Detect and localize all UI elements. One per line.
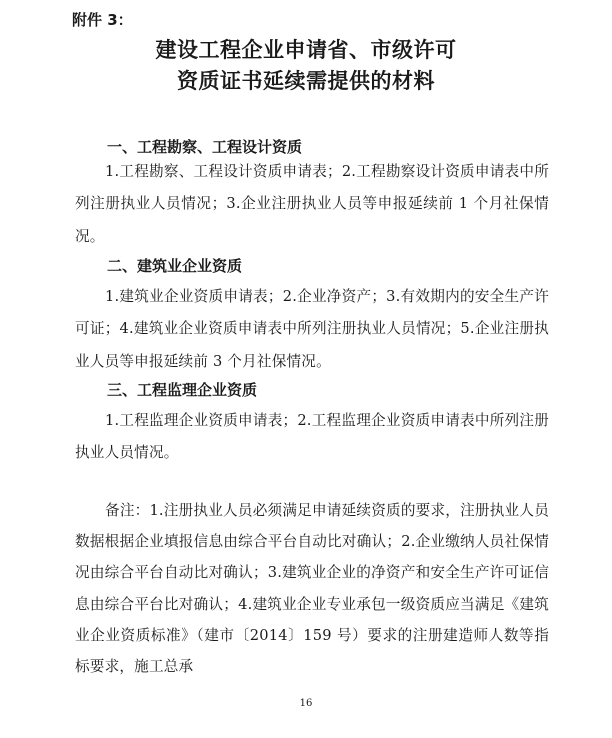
section-heading-supervision: 三、工程监理企业资质 [107, 381, 258, 399]
document-title-line-2: 资质证书延续需提供的材料 [177, 69, 435, 93]
section-heading-survey-design: 一、工程勘察、工程设计资质 [107, 138, 303, 156]
remarks-paragraph: 备注：1.注册执业人员必须满足申请延续资质的要求，注册执业人员数据根据企业填报信息由综合平台自动比对确认；2.企业缴纳人员社保情况由综合平台自动比对确认；3.建筑业企业的净资产和安全生产许可证信息由综合平台比对确认；4.建筑业企业专业承包一级资质应当满足《建筑业企业资质标准》（建市〔2014〕159 号）要求的注册建造师人数等指标要求，施工总承 [75, 502, 549, 676]
section-body-survey-design: 1.工程勘察、工程设计资质申请表；2.工程勘察设计资质申请表中所列注册执业人员情况；3.企业注册执业人员等申报延续前 1 个月社保情况。 [75, 163, 549, 245]
document-title-line-1: 建设工程企业申请省、市级许可 [155, 38, 457, 62]
attachment-label: 附件 3： [72, 11, 133, 29]
page-number: 16 [299, 698, 313, 709]
section-heading-construction: 二、建筑业企业资质 [107, 257, 243, 275]
section-body-supervision: 1.工程监理企业资质申请表；2.工程监理企业资质申请表中所列注册执业人员情况。 [75, 412, 549, 462]
section-body-construction: 1.建筑业企业资质申请表；2.企业净资产；3.有效期内的安全生产许可证；4.建筑业企业资质申请表中所列注册执业人员情况；5.企业注册执业人员等申报延续前 3 个月社保情况。 [75, 288, 549, 370]
